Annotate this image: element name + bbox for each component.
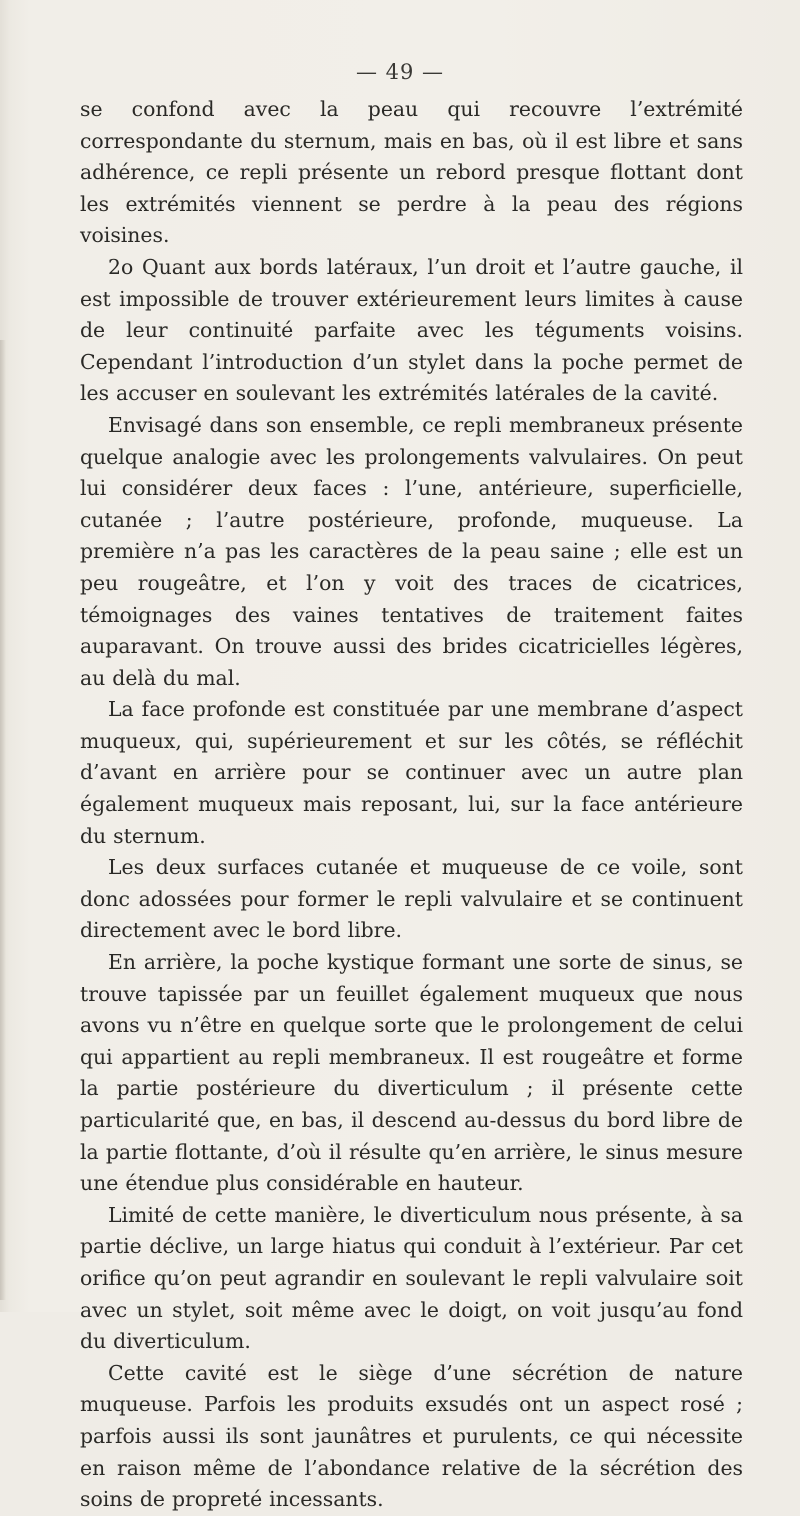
- paragraph: Envisagé dans son ensemble, ce repli membraneux présente quelque analogie avec les prolongements valvulaires. On peut lui considérer deux faces : l’une, antérieure, superficielle, cutanée ; l’autre postérieure, profonde, muqueuse. La première n’a pas les caractères de la peau saine ; elle est un peu rougeâtre, et l’on y voit des traces de cicatrices, témoignages des vaines tentatives de traitement faites auparavant. On trouve aussi des brides cicatricielles légères, au delà du mal.: [80, 412, 743, 690]
- paragraph: se confond avec la peau qui recouvre l’extrémité correspondante du sternum, mais en bas, où il est libre et sans adhérence, ce repli présente un rebord presque flottant dont les extrémités viennent se perdre à la peau des régions voisines.: [80, 97, 743, 248]
- page-number: — 49 —: [355, 60, 445, 84]
- paragraph: 2o Quant aux bords latéraux, l’un droit et l’autre gauche, il est impossible de trouver extérieurement leurs limites à cause de leur continuité parfaite avec les téguments voisins. Cependant l’introduction d’un stylet dans la poche permet de les accuser en soulevant les extrémités latérales de la cavité.: [80, 254, 743, 406]
- paragraph: En arrière, la poche kystique formant une sorte de sinus, se trouve tapissée par un feuillet également muqueux que nous avons vu n’être en quelque sorte que le prolongement de celui qui appartient au repli membraneux. Il est rougeâtre et forme la partie postérieure du diverticulum ; il présente cette particularité que, en bas, il descend au-dessus du bord libre de la partie flottante, d’où il résulte qu’en arrière, le sinus mesure une étendue plus considérable en hauteur.: [80, 950, 743, 1196]
- paragraph: La face profonde est constituée par une membrane d’aspect muqueux, qui, supérieurement et sur les côtés, se réfléchit d’avant en arrière pour se continuer avec un autre plan également muqueux mais reposant, lui, sur la face antérieure du sternum.: [80, 697, 743, 848]
- paragraph: Cette cavité est le siège d’une sécrétion de nature muqueuse. Parfois les produits exsudés ont un aspect rosé ; parfois aussi ils sont jaunâtres et purulents, ce qui nécessite en raison même de l’abondance relative de la sécrétion des soins de propreté incessants.: [80, 1360, 743, 1512]
- paragraph: Les deux surfaces cutanée et muqueuse de ce voile, sont donc adossées pour former le repli valvulaire et se continuent directement avec le bord libre.: [80, 855, 743, 943]
- paragraph: Limité de cette manière, le diverticulum nous présente, à sa partie déclive, un large hiatus qui conduit à l’extérieur. Par cet orifice qu’on peut agrandir en soulevant le repli valvulaire soit avec un stylet, soit même avec le doigt, on voit jusqu’au fond du diverticulum.: [80, 1202, 743, 1354]
- page-edge-shadow: [0, 340, 6, 1300]
- body-text: [80, 94, 743, 1516]
